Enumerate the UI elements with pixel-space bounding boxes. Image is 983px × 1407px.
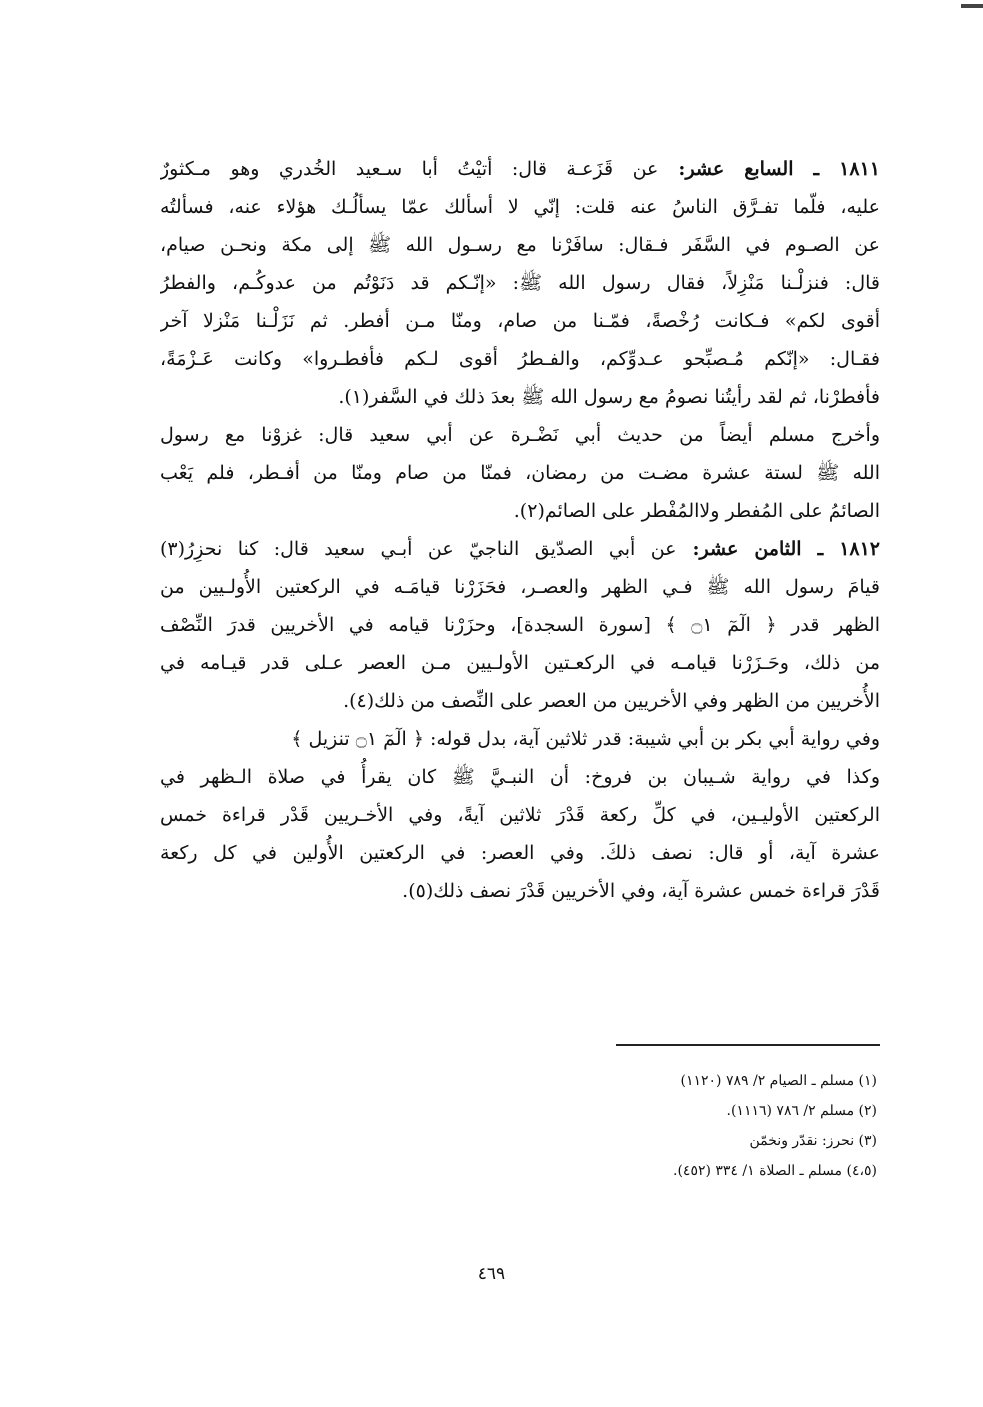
text-line [160,606,880,644]
line-text: عن الصـوم في السَّفَر فـقال: سافَرْنا مع رسـول الله ﷺ إلى مكة ونحـن صيام، [160,234,880,256]
text-line [160,188,880,226]
line-text: عن أبي الصدّيق الناجيّ عن أبـي سعيد قال: كنا نحزِرُ(٣) [160,538,677,560]
footnote: (٣) نحرز: نقدّر ونخمّن [749,1133,877,1149]
line-text: عليه، فلّما تفـرَّق الناسُ عنه قلت: إنّي لا أسألك عمّا يسألُـك هؤلاء عنه، فسألتُه [160,196,880,218]
text-line [160,530,880,568]
line-text: وفي رواية أبي بكر بن أبي شيبة: قدر ثلاثين آية، بدل قوله: ﴿ الٓمٓ ۝١ تنزيل ﴾ [291,728,880,750]
text-line [160,264,880,302]
page-number: ٤٦٩ [477,1264,506,1284]
line-text: قَدْرَ قراءة خمس عشرة آية، وفي الأخريين قَدْرَ نصف ذلك(٥). [402,880,880,902]
text-line [160,378,880,416]
line-text: عشرة آية، أو قال: نصف ذلكَ. وفي العصر: في الركعتين الأُولين في كل ركعة [160,842,880,864]
text-line [160,416,880,454]
footnote: (١) مسلم ـ الصيام ٢/ ٧٨٩ (١١٢٠) [680,1073,877,1089]
text-line [160,226,880,264]
text-line [160,796,880,834]
line-text: فأفطرْنا، ثم لقد رأيتُنا نصومُ مع رسول الله ﷺ بعدَ ذلك في السَّفر(١). [338,386,880,408]
text-line [160,834,880,872]
text-line [160,302,880,340]
text-line [160,568,880,606]
entry-heading: ١٨١١ ـ السابع عشر: [658,158,880,180]
line-text: قال: فنزلْـنا مَنْزِلاً، فقال رسول الله ﷺ: «إنّـكم قد دَنَوْتُم من عدوكُـم، والفطرُ [160,272,880,294]
text-line [160,150,880,188]
text-line [160,454,880,492]
line-text: الركعتين الأوليـين، في كلِّ ركعة قَدْرَ ثلاثين آيةً، وفي الأخـريين قَدْر قراءة خمس [160,804,880,826]
footnote: (٤،٥) مسلم ـ الصلاة ١/ ٣٣٤ (٤٥٢). [673,1163,877,1179]
scan-corner-mark [961,4,983,8]
text-line [160,492,880,530]
entry-heading: ١٨١٢ ـ الثامن عشر: [676,538,880,560]
line-text: الله ﷺ لستة عشرة مضـت من رمضان، فمنّا من صام ومنّا من أفـطر، فلم يَعْب [160,462,880,484]
line-text: عن قَزَعـة قال: أتيْتُ أبا سـعيد الخُدري وهو مـكثورٌ [160,158,659,180]
line-text: وأخرج مسلم أيضاً من حديث أبي نَضْـرة عن أبي سعيد قال: غزوْنا مع رسول [160,424,880,446]
footnote: (٢) مسلم ٢/ ٧٨٦ (١١١٦). [726,1103,877,1119]
footnote-separator [616,1044,880,1046]
line-text: فقـال: «إنّكم مُـصبِّحو عـدوِّكم، والفـطرُ أقوى لـكم فأفطـروا» وكانت عَـزْمَةً، [160,348,880,370]
line-text: قيامَ رسول الله ﷺ فـي الظهر والعصـر، فحَزَرْنا قيامَـه في الركعتين الأُولـيين من [160,576,880,598]
text-line [160,872,880,910]
line-text: من ذلك، وحَـزَرْنا قيامـه في الركعـتين الأولـيين مـن العصر عـلى قدر قيـامه في [160,652,880,674]
line-text: الصائمُ على المُفطر ولاالمُفْطر على الصائم(٢). [513,500,880,522]
line-text: وكذا في رواية شـيبان بن فروخ: أن النبـيَّ ﷺ كان يقرأُ في صلاة الـظهر في [160,766,880,788]
main-text [160,150,880,910]
footnotes [420,1066,877,1186]
text-line [160,340,880,378]
text-line [160,682,880,720]
line-text: الظهر قدر ﴿ الٓمٓ ۝١ ﴾ [سورة السجدة]، وحزَرْنا قيامه في الأخريين قدرَ النِّصْف [160,614,880,636]
line-text: أقوى لكم» فـكانت رُخْصةً، فمّـنا من صام، ومنّا مـن أفطر. ثم نَزَلْـنا مَنْزلا آخر [160,310,880,332]
text-line [160,720,880,758]
text-line [160,644,880,682]
line-text: الأُخريين من الظهر وفي الأخريين من العصر على النِّصف من ذلك(٤). [343,690,880,712]
text-line [160,758,880,796]
